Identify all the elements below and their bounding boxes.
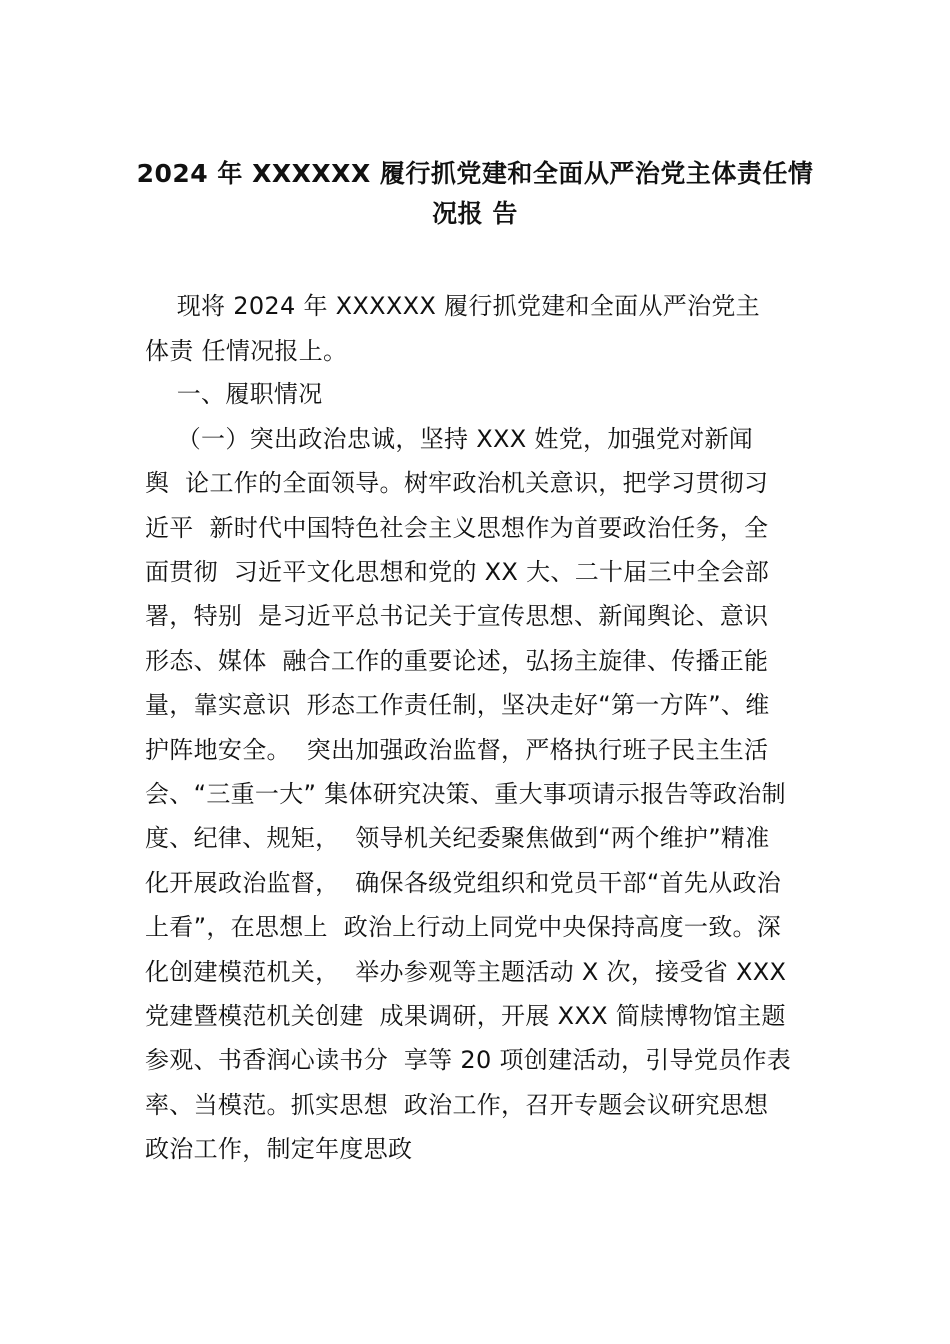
body-line-4: （一）突出政治忠诚，坚持 XXX 姓党，加强党对新闻 xyxy=(145,425,754,453)
section-heading: 一、履职情况 xyxy=(145,380,323,408)
body-line-8: 署，特别 是习近平总书记关于宣传思想、新闻舆论、意识 xyxy=(145,602,769,630)
body-line-5: 舆 论工作的全面领导。树牢政治机关意识，把学习贯彻习 xyxy=(145,469,769,497)
title-line-1: 2024 年 XXXXXX 履行抓党建和全面从严治党主体责任情 xyxy=(136,159,814,188)
body-line-6: 近平 新时代中国特色社会主义思想作为首要政治任务，全 xyxy=(145,514,769,542)
body-line-13: 度、纪律、规矩， 领导机关纪委聚焦做到“两个维护”精准 xyxy=(145,824,770,852)
body-line-19: 率、当模范。抓实思想 政治工作，召开专题会议研究思想 xyxy=(145,1091,769,1119)
document-title xyxy=(120,154,830,234)
body-line-1: 现将 2024 年 XXXXXX 履行抓党建和全面从严治党主 xyxy=(145,292,760,320)
body-line-7: 面贯彻 习近平文化思想和党的 XX 大、二十届三中全会部 xyxy=(145,558,770,586)
body-line-20: 政治工作，制定年度思政 xyxy=(145,1135,413,1163)
body-line-15: 上看”，在思想上 政治上行动上同党中央保持高度一致。深 xyxy=(145,913,782,941)
body-line-9: 形态、媒体 融合工作的重要论述，弘扬主旋律、传播正能 xyxy=(145,647,769,675)
body-line-18: 参观、书香润心读书分 享等 20 项创建活动，引导党员作表 xyxy=(145,1046,792,1074)
body-line-12: 会、“三重一大” 集体研究决策、重大事项请示报告等政治制 xyxy=(145,780,786,808)
body-line-10: 量，靠实意识 形态工作责任制，坚决走好“第一方阵”、维 xyxy=(145,691,770,719)
body-line-16: 化创建模范机关， 举办参观等主题活动 X 次，接受省 XXX xyxy=(145,958,787,986)
body-line-17: 党建暨模范机关创建 成果调研，开展 XXX 简牍博物馆主题 xyxy=(145,1002,786,1030)
body-line-14: 化开展政治监督， 确保各级党组织和党员干部“首先从政治 xyxy=(145,869,782,897)
title-line-2: 况报 告 xyxy=(432,199,518,228)
body-line-2: 体责 任情况报上。 xyxy=(145,337,348,365)
body-line-11: 护阵地安全。 突出加强政治监督，严格执行班子民主生活 xyxy=(145,736,769,764)
